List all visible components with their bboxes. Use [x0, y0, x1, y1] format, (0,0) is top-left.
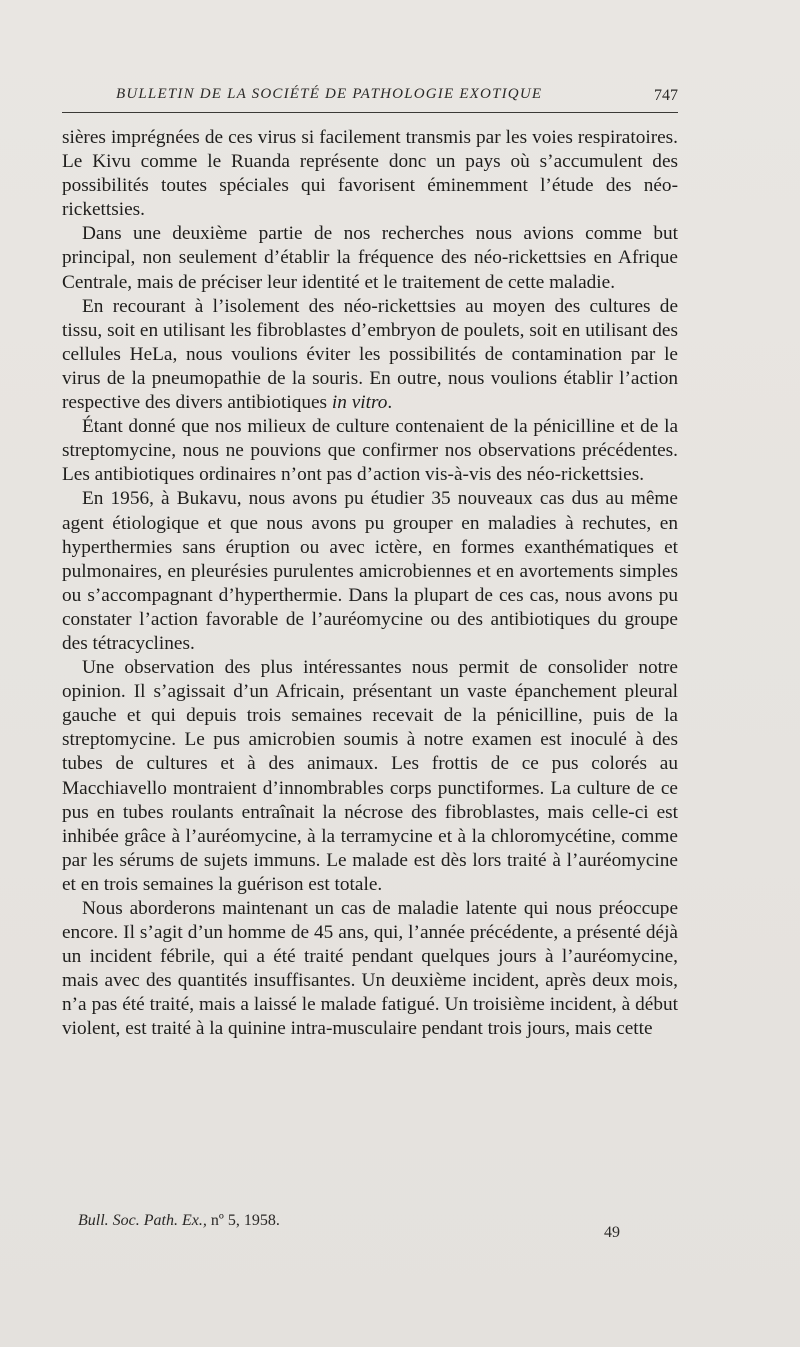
journal-abbrev: Bull. Soc. Path. Ex., [78, 1212, 207, 1229]
running-title: BULLETIN DE LA SOCIÉTÉ DE PATHOLOGIE EXOTIQUE [116, 86, 543, 102]
page-footer [62, 1212, 678, 1252]
body-text [62, 126, 678, 1042]
page-number: 747 [654, 87, 678, 104]
paragraph-2: Dans une deuxième partie de nos recherches nous avions comme but principal, non seulement d’établir la fréquence des néo-rickettsies en Afrique Centrale, mais de préciser leur identité et le traitement de cette maladie. [62, 223, 678, 293]
paragraph-7: Nous aborderons maintenant un cas de maladie latente qui nous préoccupe encore. Il s’agit d’un homme de 45 ans, qui, l’année précédente, a présenté déjà un incident fébrile, qui a été traité pendant quelques jours à l’auréomycine, mais avec des quantités insuffisantes. Un deuxième incident, après deux mois, n’a pas été traité, mais a laissé le malade fatigué. Un troisième incident, à début violent, est traité à la quinine intra-musculaire pendant trois jours, mais cette [62, 898, 678, 1040]
paragraph-1: sières imprégnées de ces virus si facilement transmis par les voies respiratoires. Le Kivu comme le Ruanda représente donc un pays où s’accumulent des possibilités toutes spéciales qui favorisent éminemment l’étude des néo-rickettsies. [62, 127, 678, 221]
italic-phrase: in vitro [331, 392, 388, 414]
signature-mark: 49 [604, 1224, 620, 1241]
paragraph-4: Étant donné que nos milieux de culture contenaient de la pénicilline et de la streptomycine, nous ne pouvions que confirmer nos observations précédentes. Les antibiotiques ordinaires n’ont pas d’action vis-à-vis des néo-rickettsies. [62, 416, 678, 486]
page-header [62, 84, 678, 113]
paragraph-3: En recourant à l’isolement des néo-rickettsies au moyen des cultures de tissu, soit en utilisant les fibroblastes d’embryon de poulets, soit en utilisant des cellules HeLa, nous voulions éviter les possibilités de contamination par le virus de la pneumopathie de la souris. En outre, nous voulions établir l’action respective des divers antibiotiques in vitro. [62, 295, 678, 414]
journal-issue: nº 5, 1958. [210, 1212, 280, 1229]
paragraph-6: Une observation des plus intéressantes nous permit de consolider notre opinion. Il s’agissait d’un Africain, présentant un vaste épanchement pleural gauche et qui depuis trois semaines recevait de la pénicilline, puis de la streptomycine. Le pus amicrobien soumis à notre examen est inoculé à des tubes de cultures et à des animaux. Les frottis de ce pus colorés au Macchiavello montraient d’innombrables corps punctiformes. La culture de ce pus en tubes roulants entraînait la nécrose des fibroblastes, mais celle-ci est inhibée grâce à l’auréomycine, à la terramycine et à la chloromycétine, comme par les sérums de sujets immuns. Le malade est dès lors traité à l’auréomycine et en trois semaines la guérison est totale. [62, 657, 678, 895]
paragraph-5: En 1956, à Bukavu, nous avons pu étudier 35 nouveaux cas dus au même agent étiologique et que nous avons pu grouper en maladies à rechutes, en hyperthermies sans éruption ou avec ictère, en formes exanthématiques et pulmonaires, en pleurésies purulentes amicrobiennes et en avortements simples ou s’accompagnant d’hyperthermie. Dans la plupart de ces cas, nous avons pu constater l’action favorable de l’auréomycine ou des antibiotiques du groupe des tétracyclines. [62, 488, 678, 654]
journal-citation [78, 1212, 280, 1230]
